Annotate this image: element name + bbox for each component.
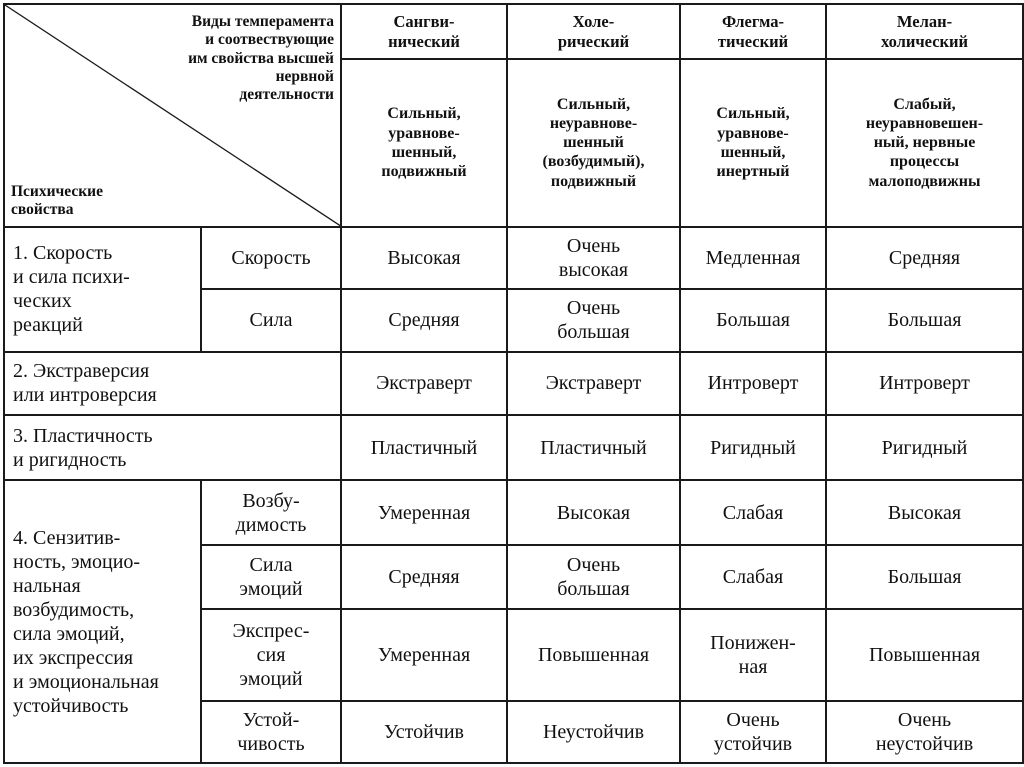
table-row	[4, 352, 1023, 415]
value-cell: Высокая	[341, 227, 507, 289]
subproperty-cell: Сила эмоций	[201, 545, 341, 608]
value-cell: Интроверт	[826, 352, 1023, 415]
subproperty-cell: Скорость	[201, 227, 341, 289]
value-cell: Средняя	[341, 545, 507, 608]
value-cell: Понижен- ная	[680, 609, 826, 701]
table-row	[4, 480, 1023, 545]
value-cell: Повышенная	[507, 609, 680, 701]
corner-header-cell	[4, 4, 341, 227]
value-cell: Большая	[680, 289, 826, 352]
temperament-types-caption: Виды темперамента и соотвествующие им свойства высшей нервной деятельности	[188, 13, 334, 104]
property-plasticity: 3. Пластичность и ригидность	[4, 415, 341, 480]
header-melancholic: Мелан- холический	[826, 4, 1023, 59]
value-cell: Большая	[826, 545, 1023, 608]
value-cell: Слабая	[680, 545, 826, 608]
nervous-phlegmatic: Сильный, уравнове- шенный, инертный	[680, 59, 826, 226]
value-cell: Средняя	[341, 289, 507, 352]
subproperty-cell: Экспрес- сия эмоций	[201, 609, 341, 701]
value-cell: Ригидный	[680, 415, 826, 480]
property-sensitivity: 4. Сензитив- ность, эмоцио- нальная возбудимость, сила эмоций, их экспрессия и эмоциональная устойчивость	[4, 480, 201, 763]
value-cell: Очень высокая	[507, 227, 680, 289]
value-cell: Интроверт	[680, 352, 826, 415]
value-cell: Высокая	[826, 480, 1023, 545]
nervous-melancholic: Слабый, неуравновешен- ный, нервные процессы малоподвижны	[826, 59, 1023, 226]
value-cell: Очень большая	[507, 289, 680, 352]
value-cell: Устойчив	[341, 701, 507, 763]
value-cell: Большая	[826, 289, 1023, 352]
header-choleric: Холе- рический	[507, 4, 680, 59]
value-cell: Средняя	[826, 227, 1023, 289]
subproperty-cell: Сила	[201, 289, 341, 352]
value-cell: Слабая	[680, 480, 826, 545]
subproperty-cell: Устой- чивость	[201, 701, 341, 763]
temperament-table	[3, 3, 1024, 764]
property-speed-strength: 1. Скорость и сила психи- ческих реакций	[4, 227, 201, 352]
value-cell: Очень устойчив	[680, 701, 826, 763]
nervous-sanguine: Сильный, уравнове- шенный, подвижный	[341, 59, 507, 226]
value-cell: Пластичный	[341, 415, 507, 480]
value-cell: Высокая	[507, 480, 680, 545]
header-sanguine: Сангви- нический	[341, 4, 507, 59]
table-row	[4, 227, 1023, 289]
value-cell: Умеренная	[341, 609, 507, 701]
header-phlegmatic: Флегма- тический	[680, 4, 826, 59]
value-cell: Медленная	[680, 227, 826, 289]
value-cell: Очень неустойчив	[826, 701, 1023, 763]
value-cell: Неустойчив	[507, 701, 680, 763]
value-cell: Повышенная	[826, 609, 1023, 701]
value-cell: Очень большая	[507, 545, 680, 608]
value-cell: Умеренная	[341, 480, 507, 545]
subproperty-cell: Возбу- димость	[201, 480, 341, 545]
value-cell: Экстраверт	[341, 352, 507, 415]
table-row	[4, 415, 1023, 480]
nervous-choleric: Сильный, неуравнове- шенный (возбудимый), подвижный	[507, 59, 680, 226]
value-cell: Пластичный	[507, 415, 680, 480]
mental-properties-caption: Психические свойства	[11, 183, 103, 219]
value-cell: Экстраверт	[507, 352, 680, 415]
value-cell: Ригидный	[826, 415, 1023, 480]
property-extraversion: 2. Экстраверсия или интроверсия	[4, 352, 341, 415]
